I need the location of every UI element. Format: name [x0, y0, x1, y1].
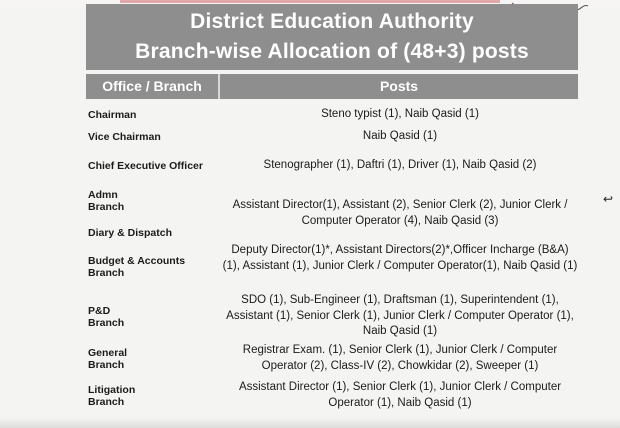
posts-general-branch: Registrar Exam. (1), Senior Clerk (1), Junior Clerk / Computer Operator (2), Class-IV (2), Chowkidar (2), Sweeper (1) [242, 344, 558, 372]
title-allocation: Branch-wise Allocation of (48+3) posts [135, 40, 529, 63]
title-banner [86, 4, 578, 70]
posts-pd-branch: SDO (1), Sub-Engineer (1), Draftsman (1), Superintendent (1), Assistant (1), Senior Clerk (1), Junior Clerk / Computer Operator (1), Naib Qasid (1) [226, 294, 574, 337]
office-budget-accounts: Budget & Accounts Branch [88, 255, 186, 279]
table-header [86, 74, 578, 99]
posts-ceo: Stenographer (1), Daftri (1), Driver (1), Naib Qasid (2) [263, 159, 537, 171]
office-chairman: Chairman [88, 109, 137, 121]
office-pd-branch: P&D Branch [88, 305, 125, 329]
margin-mark: ↩ [603, 192, 614, 206]
posts-vice-chairman: Naib Qasid (1) [362, 130, 438, 142]
red-marker-strip [120, 0, 500, 3]
posts-budget-accounts: Deputy Director(1)*, Assistant Directors(2)*,Officer Incharge (B&A) (1), Assistant (1), Junior Clerk / Computer Operator(1), Naib Qasid (1) [222, 244, 578, 272]
header-office-branch: Office / Branch [86, 74, 220, 99]
office-diary-dispatch: Diary & Dispatch [88, 227, 173, 239]
office-ceo: Chief Executive Officer [88, 160, 203, 172]
posts-admn-branch: Assistant Director(1), Assistant (2), Senior Clerk (2), Junior Clerk / Computer Operator (4), Naib Qasid (3) [232, 199, 568, 227]
title-authority: District Education Authority [190, 10, 474, 33]
header-posts: Posts [379, 78, 419, 94]
page-bottom-shadow [0, 418, 620, 428]
office-vice-chairman: Vice Chairman [88, 131, 161, 143]
office-general-branch: General Branch [88, 347, 128, 371]
posts-chairman: Steno typist (1), Naib Qasid (1) [321, 108, 479, 120]
office-admn-branch: Admn Branch [88, 189, 125, 213]
office-litigation-branch: Litigation Branch [88, 384, 136, 408]
posts-litigation-branch: Assistant Director (1), Senior Clerk (1), Junior Clerk / Computer Operator (1), Naib Qasid (1) [238, 381, 562, 409]
